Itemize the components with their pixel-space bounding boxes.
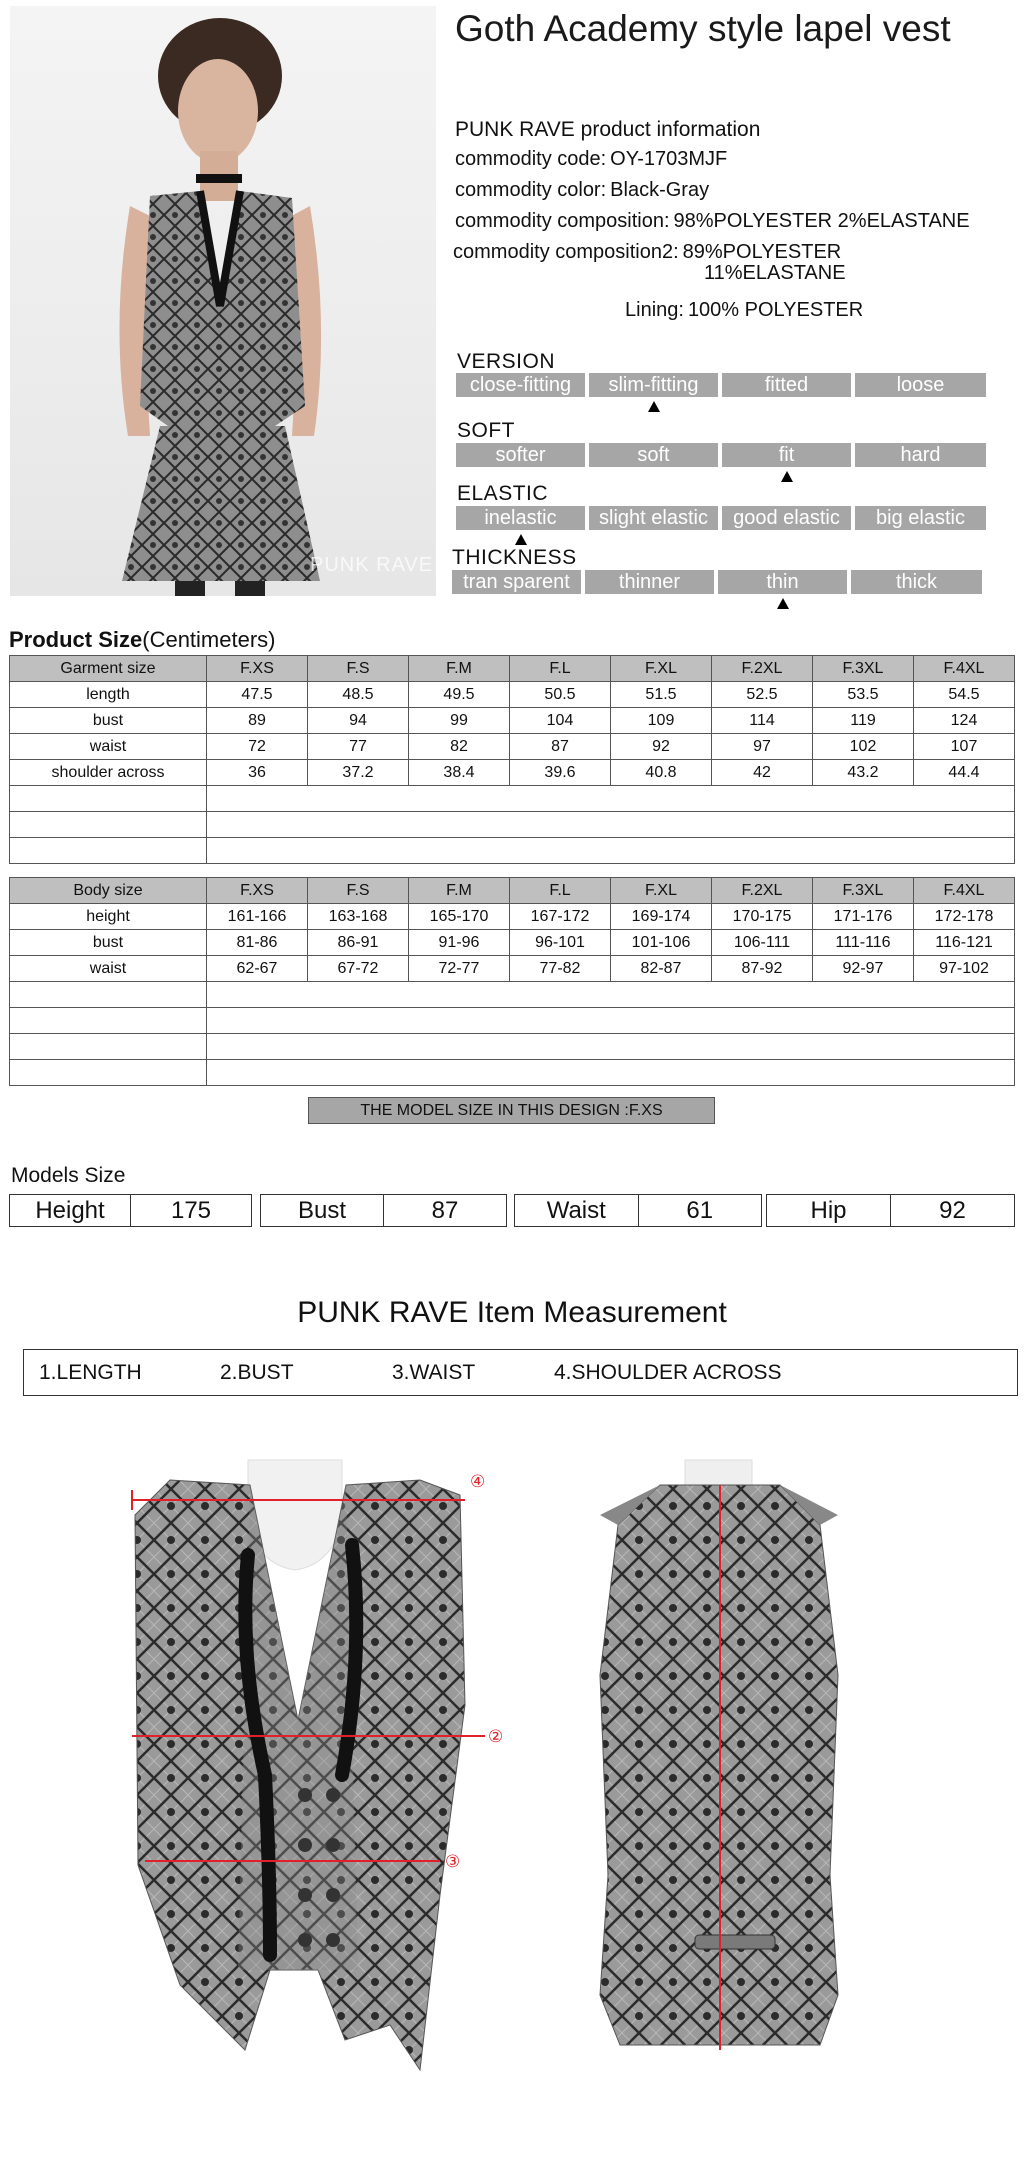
product-size-table bbox=[9, 655, 1015, 864]
info-row-composition2 bbox=[453, 241, 841, 264]
table-cell: 119 bbox=[813, 708, 914, 734]
vest-front-diagram bbox=[120, 1455, 520, 2145]
attr-option: thinner bbox=[585, 570, 714, 594]
attr-option: fitted bbox=[722, 373, 851, 397]
table-cell: 116-121 bbox=[914, 930, 1015, 956]
table-cell: 49.5 bbox=[409, 682, 510, 708]
attr-label-elastic: ELASTIC bbox=[457, 482, 549, 505]
product-size-title bbox=[9, 627, 276, 653]
table-cell: waist bbox=[10, 956, 207, 982]
table-row-empty bbox=[10, 1060, 1015, 1086]
table-header-cell: F.S bbox=[308, 878, 409, 904]
table-header-cell: F.4XL bbox=[914, 878, 1015, 904]
table-header-row bbox=[10, 878, 1015, 904]
product-size-title-unit: (Centimeters) bbox=[142, 627, 276, 652]
table-cell: 161-166 bbox=[207, 904, 308, 930]
info-row-composition2-cont bbox=[700, 262, 846, 285]
table-cell: 171-176 bbox=[813, 904, 914, 930]
attr-row-soft bbox=[456, 443, 989, 467]
table-cell: 94 bbox=[308, 708, 409, 734]
table-cell: 53.5 bbox=[813, 682, 914, 708]
table-cell: 102 bbox=[813, 734, 914, 760]
table-cell: 169-174 bbox=[611, 904, 712, 930]
attr-row-version bbox=[456, 373, 989, 397]
table-cell: 165-170 bbox=[409, 904, 510, 930]
selected-marker-icon bbox=[777, 598, 789, 609]
table-cell: 54.5 bbox=[914, 682, 1015, 708]
selected-marker-icon bbox=[515, 534, 527, 545]
table-cell: 77 bbox=[308, 734, 409, 760]
attr-option: soft bbox=[589, 443, 718, 467]
measurement-item: 3.WAIST bbox=[392, 1361, 476, 1384]
table-header-cell: F.2XL bbox=[712, 656, 813, 682]
table-cell: 107 bbox=[914, 734, 1015, 760]
table-cell: 72-77 bbox=[409, 956, 510, 982]
table-cell: 92 bbox=[611, 734, 712, 760]
table-cell-empty bbox=[207, 1060, 1015, 1086]
info-value: 89%POLYESTER bbox=[682, 241, 842, 263]
table-header-cell: F.M bbox=[409, 656, 510, 682]
body-size-table bbox=[9, 877, 1015, 1086]
table-cell: 52.5 bbox=[712, 682, 813, 708]
table-row bbox=[10, 734, 1015, 760]
table-cell-empty bbox=[207, 838, 1015, 864]
table-cell: 87-92 bbox=[712, 956, 813, 982]
table-cell: 163-168 bbox=[308, 904, 409, 930]
info-value: OY-1703MJF bbox=[610, 148, 728, 170]
table-cell-empty bbox=[10, 838, 207, 864]
table-header-row bbox=[10, 656, 1015, 682]
marker-3: ③ bbox=[445, 1852, 461, 1872]
attr-option: inelastic bbox=[456, 506, 585, 530]
table-cell: 96-101 bbox=[510, 930, 611, 956]
model-size-note: THE MODEL SIZE IN THIS DESIGN :F.XS bbox=[308, 1097, 715, 1124]
table-cell: 170-175 bbox=[712, 904, 813, 930]
table-cell: 89 bbox=[207, 708, 308, 734]
table-row bbox=[10, 682, 1015, 708]
table-header-cell: Garment size bbox=[10, 656, 207, 682]
table-cell: 109 bbox=[611, 708, 712, 734]
info-value: Black-Gray bbox=[610, 179, 710, 201]
model-waist bbox=[514, 1194, 762, 1227]
table-cell: 87 bbox=[510, 734, 611, 760]
info-key: commodity color: bbox=[455, 179, 607, 201]
table-cell: 99 bbox=[409, 708, 510, 734]
table-cell: 124 bbox=[914, 708, 1015, 734]
attr-label-soft: SOFT bbox=[457, 419, 515, 442]
product-size-title-bold: Product Size bbox=[9, 627, 143, 652]
table-cell: height bbox=[10, 904, 207, 930]
table-cell: 81-86 bbox=[207, 930, 308, 956]
selected-marker-icon bbox=[648, 401, 660, 412]
table-cell: 172-178 bbox=[914, 904, 1015, 930]
table-header-cell: Body size bbox=[10, 878, 207, 904]
info-row-code bbox=[455, 148, 727, 171]
model-value: 175 bbox=[130, 1195, 251, 1226]
table-header-cell: F.3XL bbox=[813, 878, 914, 904]
table-cell-empty bbox=[10, 1008, 207, 1034]
table-cell-empty bbox=[207, 1034, 1015, 1060]
table-cell: 111-116 bbox=[813, 930, 914, 956]
table-row-empty bbox=[10, 838, 1015, 864]
table-cell: 97 bbox=[712, 734, 813, 760]
attr-option: slight elastic bbox=[589, 506, 718, 530]
table-cell: 48.5 bbox=[308, 682, 409, 708]
table-cell: length bbox=[10, 682, 207, 708]
attr-option: softer bbox=[456, 443, 585, 467]
attr-label-version: VERSION bbox=[457, 350, 556, 373]
table-cell: 91-96 bbox=[409, 930, 510, 956]
measurement-item: 1.LENGTH bbox=[39, 1361, 142, 1384]
table-header-cell: F.M bbox=[409, 878, 510, 904]
table-header-cell: F.L bbox=[510, 656, 611, 682]
table-cell: 72 bbox=[207, 734, 308, 760]
table-cell: 36 bbox=[207, 760, 308, 786]
table-row-empty bbox=[10, 982, 1015, 1008]
table-row bbox=[10, 930, 1015, 956]
model-illustration bbox=[10, 6, 436, 596]
info-key: commodity composition2: bbox=[453, 241, 679, 263]
table-cell-empty bbox=[207, 982, 1015, 1008]
attr-label-thickness: THICKNESS bbox=[452, 546, 577, 569]
attr-option: good elastic bbox=[722, 506, 851, 530]
attr-option: tran sparent bbox=[452, 570, 581, 594]
table-cell: 106-111 bbox=[712, 930, 813, 956]
attr-option: close-fitting bbox=[456, 373, 585, 397]
info-value: 98%POLYESTER 2%ELASTANE bbox=[673, 210, 970, 232]
table-cell: bust bbox=[10, 708, 207, 734]
table-cell: 38.4 bbox=[409, 760, 510, 786]
table-cell: 82-87 bbox=[611, 956, 712, 982]
vest-back-diagram bbox=[520, 1455, 940, 2075]
table-header-cell: F.2XL bbox=[712, 878, 813, 904]
info-heading: PUNK RAVE product information bbox=[455, 118, 761, 141]
table-cell: 39.6 bbox=[510, 760, 611, 786]
table-cell-empty bbox=[10, 812, 207, 838]
info-value: 100% POLYESTER bbox=[687, 299, 864, 321]
table-row bbox=[10, 760, 1015, 786]
model-label: Bust bbox=[297, 1197, 347, 1224]
table-cell: bust bbox=[10, 930, 207, 956]
table-cell-empty bbox=[207, 1008, 1015, 1034]
table-cell: waist bbox=[10, 734, 207, 760]
table-row bbox=[10, 708, 1015, 734]
attr-option: slim-fitting bbox=[589, 373, 718, 397]
table-header-cell: F.L bbox=[510, 878, 611, 904]
table-header-cell: F.4XL bbox=[914, 656, 1015, 682]
table-cell: 101-106 bbox=[611, 930, 712, 956]
model-label: Hip bbox=[810, 1197, 847, 1224]
table-row-empty bbox=[10, 786, 1015, 812]
table-row-empty bbox=[10, 812, 1015, 838]
table-cell: shoulder across bbox=[10, 760, 207, 786]
table-cell: 43.2 bbox=[813, 760, 914, 786]
attr-option: hard bbox=[855, 443, 986, 467]
table-cell: 167-172 bbox=[510, 904, 611, 930]
product-title: Goth Academy style lapel vest bbox=[455, 8, 951, 49]
table-cell: 104 bbox=[510, 708, 611, 734]
measurement-item: 4.SHOULDER ACROSS bbox=[554, 1361, 782, 1384]
attr-row-elastic bbox=[456, 506, 989, 530]
table-cell-empty bbox=[207, 786, 1015, 812]
table-cell: 44.4 bbox=[914, 760, 1015, 786]
table-cell: 47.5 bbox=[207, 682, 308, 708]
table-cell-empty bbox=[10, 982, 207, 1008]
table-row bbox=[10, 956, 1015, 982]
marker-2: ② bbox=[488, 1727, 504, 1747]
table-header-cell: F.XL bbox=[611, 878, 712, 904]
table-cell: 51.5 bbox=[611, 682, 712, 708]
table-cell: 82 bbox=[409, 734, 510, 760]
model-hip bbox=[766, 1194, 1015, 1227]
table-row-empty bbox=[10, 1034, 1015, 1060]
table-cell: 86-91 bbox=[308, 930, 409, 956]
table-row-empty bbox=[10, 1008, 1015, 1034]
attr-option: thick bbox=[851, 570, 982, 594]
model-photo bbox=[10, 6, 436, 596]
model-value: 61 bbox=[638, 1195, 762, 1226]
table-cell: 62-67 bbox=[207, 956, 308, 982]
info-key: commodity code: bbox=[455, 148, 607, 170]
table-cell-empty bbox=[10, 786, 207, 812]
marker-4: ④ bbox=[470, 1472, 486, 1492]
table-cell-empty bbox=[10, 1060, 207, 1086]
table-header-cell: F.S bbox=[308, 656, 409, 682]
info-row-composition bbox=[455, 210, 970, 233]
measurement-item: 2.BUST bbox=[220, 1361, 294, 1384]
model-height bbox=[9, 1194, 252, 1227]
table-cell: 40.8 bbox=[611, 760, 712, 786]
info-row-color bbox=[455, 179, 709, 202]
table-cell: 67-72 bbox=[308, 956, 409, 982]
models-size-title: Models Size bbox=[11, 1164, 126, 1187]
info-key: Lining: bbox=[625, 299, 684, 321]
info-key: commodity composition: bbox=[455, 210, 670, 232]
table-cell: 97-102 bbox=[914, 956, 1015, 982]
table-header-cell: F.XS bbox=[207, 656, 308, 682]
table-cell-empty bbox=[207, 812, 1015, 838]
table-row bbox=[10, 904, 1015, 930]
info-value: 11%ELASTANE bbox=[704, 262, 846, 284]
table-header-cell: F.XS bbox=[207, 878, 308, 904]
info-row-lining bbox=[625, 299, 863, 322]
table-cell: 37.2 bbox=[308, 760, 409, 786]
model-value: 87 bbox=[383, 1195, 506, 1226]
watermark: PUNK RAVE bbox=[310, 554, 434, 576]
measurement-title: PUNK RAVE Item Measurement bbox=[297, 1296, 727, 1329]
attr-row-thickness bbox=[452, 570, 985, 594]
attr-option: loose bbox=[855, 373, 986, 397]
model-label: Height bbox=[35, 1197, 105, 1224]
table-cell: 77-82 bbox=[510, 956, 611, 982]
model-label: Waist bbox=[546, 1197, 606, 1224]
model-bust bbox=[260, 1194, 507, 1227]
table-cell: 114 bbox=[712, 708, 813, 734]
table-cell: 42 bbox=[712, 760, 813, 786]
table-cell: 92-97 bbox=[813, 956, 914, 982]
table-header-cell: F.XL bbox=[611, 656, 712, 682]
table-cell: 50.5 bbox=[510, 682, 611, 708]
models-size-row bbox=[9, 1194, 1015, 1227]
model-value: 92 bbox=[890, 1195, 1014, 1226]
attr-option: thin bbox=[718, 570, 847, 594]
attr-option: big elastic bbox=[855, 506, 986, 530]
table-cell-empty bbox=[10, 1034, 207, 1060]
attr-option: fit bbox=[722, 443, 851, 467]
selected-marker-icon bbox=[781, 471, 793, 482]
table-header-cell: F.3XL bbox=[813, 656, 914, 682]
measurement-legend bbox=[23, 1349, 1018, 1396]
